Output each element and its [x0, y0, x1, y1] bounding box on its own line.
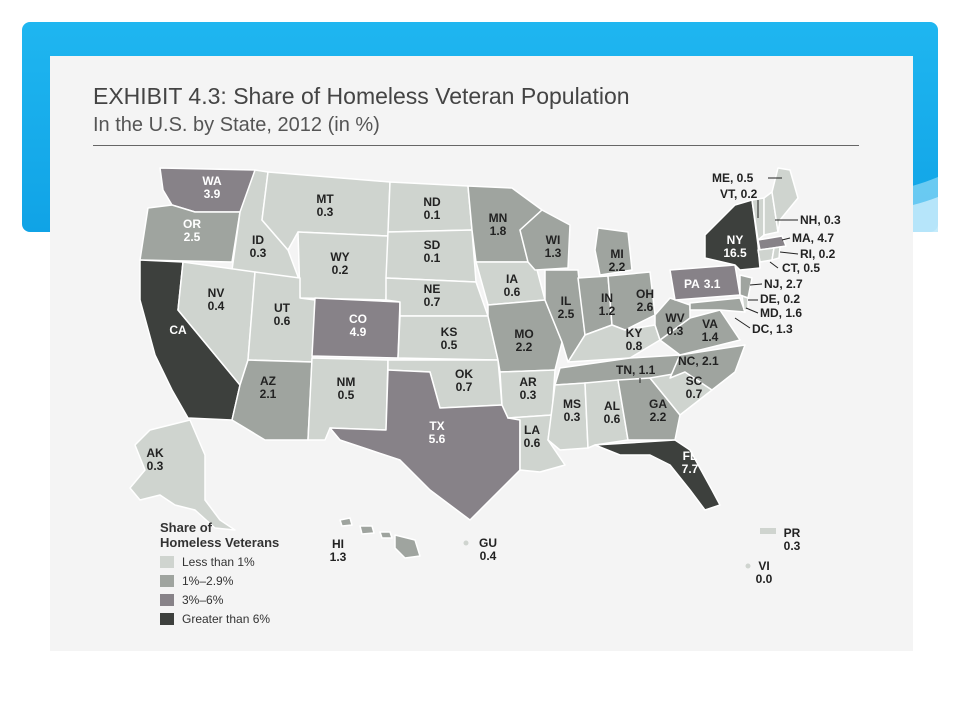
- territory-GU: [464, 541, 469, 546]
- state-NJ: [740, 275, 752, 298]
- label-OK-value: 0.7: [455, 380, 473, 394]
- label-MN-abbr: MN: [488, 211, 508, 225]
- label-AR-value: 0.3: [519, 388, 537, 402]
- label-KS-value: 0.5: [440, 338, 458, 352]
- label-NE-value: 0.7: [423, 295, 441, 309]
- svg-text:AK0.3: [146, 446, 164, 473]
- label-TX-abbr: TX: [429, 419, 445, 433]
- label-AK-value: 0.3: [146, 459, 164, 473]
- label-CO-value: 4.9: [349, 325, 367, 339]
- label-PA-abbr: PA: [684, 277, 700, 291]
- callout-RI: RI, 0.2: [800, 247, 836, 261]
- legend-label: 1%–2.9%: [182, 574, 234, 588]
- label-AZ-abbr: AZ: [260, 374, 276, 388]
- label-WA-value: 3.9: [203, 187, 221, 201]
- callout-VT: VT, 0.2: [720, 187, 758, 201]
- label-GU-abbr: GU: [479, 536, 497, 550]
- label-VA-value: 1.4: [701, 330, 719, 344]
- label-MO-abbr: MO: [514, 327, 534, 341]
- callout-DE: DE, 0.2: [760, 292, 801, 306]
- callout-MD: MD, 1.6: [760, 306, 803, 320]
- label-TX-value: 5.6: [428, 432, 446, 446]
- label-WV-value: 0.3: [666, 324, 684, 338]
- label-MO-value: 2.2: [515, 340, 533, 354]
- legend-swatch: [160, 575, 174, 587]
- svg-text:WA3.9: [202, 174, 222, 201]
- legend-label: Less than 1%: [182, 555, 255, 569]
- svg-text:HI1.3: [330, 537, 347, 564]
- callout-NJ: NJ, 2.7: [764, 277, 803, 291]
- svg-text:MT0.3: [316, 192, 334, 219]
- svg-text:VA1.4: [702, 317, 719, 344]
- svg-text:PR0.3: [784, 526, 801, 553]
- svg-text:MO2.2: [514, 327, 533, 354]
- svg-text:WV0.3: [665, 311, 684, 338]
- label-WY-abbr: WY: [330, 250, 350, 264]
- label-MT-value: 0.3: [316, 205, 334, 219]
- label-VA-abbr: VA: [702, 317, 718, 331]
- svg-text:GU0.4: [479, 536, 497, 563]
- label-NM-abbr: NM: [336, 375, 356, 389]
- legend-swatch: [160, 556, 174, 568]
- label-KS-abbr: KS: [440, 325, 458, 339]
- svg-text:NV0.4: [208, 286, 225, 313]
- label-IA-abbr: IA: [506, 272, 518, 286]
- svg-text:OH2.6: [636, 287, 654, 314]
- callout-MA: MA, 4.7: [792, 231, 835, 245]
- svg-text:LA0.6: [524, 423, 541, 450]
- svg-text:KS0.5: [441, 325, 458, 352]
- label-IL-value: 2.5: [557, 307, 575, 321]
- svg-text:SD0.1: [424, 238, 441, 265]
- callout-NH: NH, 0.3: [800, 213, 841, 227]
- label-KY-abbr: KY: [625, 326, 643, 340]
- label-WI-abbr: WI: [545, 233, 561, 247]
- label-WY-value: 0.2: [331, 263, 349, 277]
- label-VI-value: 0.0: [755, 572, 773, 586]
- svg-text:MS0.3: [563, 397, 581, 424]
- state-FL: [595, 440, 720, 510]
- label-WI-value: 1.3: [544, 246, 562, 260]
- exhibit-title-text: Share of Homeless Veteran Population: [233, 83, 630, 109]
- label-FL-abbr: FL: [682, 449, 698, 463]
- label-MS-abbr: MS: [563, 397, 581, 411]
- label-NV-abbr: NV: [207, 286, 225, 300]
- state-AK: [130, 420, 235, 530]
- label-ND-abbr: ND: [423, 195, 441, 209]
- label-PR-abbr: PR: [783, 526, 801, 540]
- svg-text:FL7.7: [682, 449, 699, 476]
- label-MI-abbr: MI: [610, 247, 624, 261]
- label-GU-value: 0.4: [479, 549, 497, 563]
- label-AK-abbr: AK: [146, 446, 164, 460]
- svg-text:OR2.5: [183, 217, 201, 244]
- label-NV-value: 0.4: [207, 299, 225, 313]
- legend-item-3-to-6: [160, 593, 330, 607]
- callout-DC: DC, 1.3: [752, 322, 793, 336]
- label-AZ-value: 2.1: [259, 387, 277, 401]
- label-ND-value: 0.1: [423, 208, 441, 222]
- label-AL-value: 0.6: [603, 412, 621, 426]
- legend-title-line1: Share of: [160, 520, 213, 535]
- svg-text:OK0.7: [455, 367, 473, 394]
- label-OR-value: 2.5: [183, 230, 201, 244]
- label-OK-abbr: OK: [455, 367, 473, 381]
- legend-label: Greater than 6%: [182, 612, 271, 626]
- label-ID-value: 0.3: [249, 246, 267, 260]
- label-IN-abbr: IN: [601, 291, 613, 305]
- label-PR-value: 0.3: [783, 539, 801, 553]
- label-NM-value: 0.5: [337, 388, 355, 402]
- svg-text:AZ2.1: [260, 374, 277, 401]
- svg-text:CA: [169, 323, 187, 337]
- legend-item-less-than-1: [160, 555, 330, 569]
- label-NY-abbr: NY: [726, 233, 744, 247]
- label-IA-value: 0.6: [503, 285, 521, 299]
- label-AR-abbr: AR: [519, 375, 537, 389]
- svg-text:NE0.7: [424, 282, 441, 309]
- callout-TN: TN, 1.1: [616, 363, 656, 377]
- exhibit-number: EXHIBIT 4.3:: [93, 83, 227, 109]
- svg-text:MN1.8: [489, 211, 508, 238]
- svg-text:TX5.6: [429, 419, 446, 446]
- label-MT-abbr: MT: [316, 192, 334, 206]
- label-SD-value: 0.1: [423, 251, 441, 265]
- svg-text:AL0.6: [604, 399, 621, 426]
- label-CA-abbr: CA: [169, 323, 187, 337]
- svg-text:KY0.8: [626, 326, 643, 353]
- svg-text:ND0.1: [423, 195, 441, 222]
- territory-VI: [746, 564, 751, 569]
- state-MD: [690, 298, 745, 312]
- label-SC-value: 0.7: [685, 387, 703, 401]
- label-FL-value: 7.7: [681, 462, 699, 476]
- state-HI: [340, 518, 420, 558]
- svg-text:WY0.2: [330, 250, 349, 277]
- label-VI-abbr: VI: [758, 559, 770, 573]
- legend-title: [160, 520, 330, 550]
- label-GA-value: 2.2: [649, 410, 667, 424]
- svg-text:MI2.2: [609, 247, 626, 274]
- label-IL-abbr: IL: [560, 294, 572, 308]
- label-NE-abbr: NE: [423, 282, 441, 296]
- label-OH-value: 2.6: [636, 300, 654, 314]
- svg-text:AR0.3: [519, 375, 537, 402]
- callout-ME: ME, 0.5: [712, 171, 754, 185]
- label-SD-abbr: SD: [423, 238, 441, 252]
- label-SC-abbr: SC: [685, 374, 703, 388]
- label-NY-value: 16.5: [723, 246, 747, 260]
- svg-text:GA2.2: [649, 397, 667, 424]
- label-GA-abbr: GA: [649, 397, 667, 411]
- label-MN-value: 1.8: [489, 224, 507, 238]
- legend-swatch: [160, 594, 174, 606]
- label-HI-abbr: HI: [332, 537, 344, 551]
- label-HI-value: 1.3: [329, 550, 347, 564]
- svg-text:SC0.7: [686, 374, 703, 401]
- label-LA-value: 0.6: [523, 436, 541, 450]
- label-WV-abbr: WV: [665, 311, 685, 325]
- label-OR-abbr: OR: [183, 217, 201, 231]
- label-CO-abbr: CO: [349, 312, 367, 326]
- label-MS-value: 0.3: [563, 410, 581, 424]
- label-OH-abbr: OH: [636, 287, 654, 301]
- label-WA-abbr: WA: [202, 174, 222, 188]
- legend-item-1-to-2-9: [160, 574, 330, 588]
- legend-title-line2: Homeless Veterans: [160, 535, 280, 550]
- label-LA-abbr: LA: [524, 423, 540, 437]
- callout-CT: CT, 0.5: [782, 261, 821, 275]
- svg-text:VI0.0: [756, 559, 773, 586]
- map-legend: [160, 520, 330, 626]
- territory-PR: [760, 528, 776, 534]
- label-IN-value: 1.2: [598, 304, 616, 318]
- label-KY-value: 0.8: [625, 339, 643, 353]
- svg-text:NM0.5: [337, 375, 356, 402]
- label-ID-abbr: ID: [252, 233, 264, 247]
- label-UT-value: 0.6: [273, 314, 291, 328]
- svg-text:UT0.6: [274, 301, 291, 328]
- state-RI: [772, 247, 780, 260]
- label-PA-value: 3.1: [703, 277, 721, 291]
- legend-swatch: [160, 613, 174, 625]
- legend-label: 3%–6%: [182, 593, 224, 607]
- svg-text:CO4.9: [349, 312, 367, 339]
- legend-item-greater-than-6: [160, 612, 330, 626]
- label-AL-abbr: AL: [604, 399, 620, 413]
- svg-text:WI1.3: [545, 233, 562, 260]
- exhibit-subtitle: In the U.S. by State, 2012 (in %): [93, 114, 380, 136]
- label-MI-value: 2.2: [608, 260, 626, 274]
- label-UT-abbr: UT: [274, 301, 290, 315]
- callout-NC: NC, 2.1: [678, 354, 719, 368]
